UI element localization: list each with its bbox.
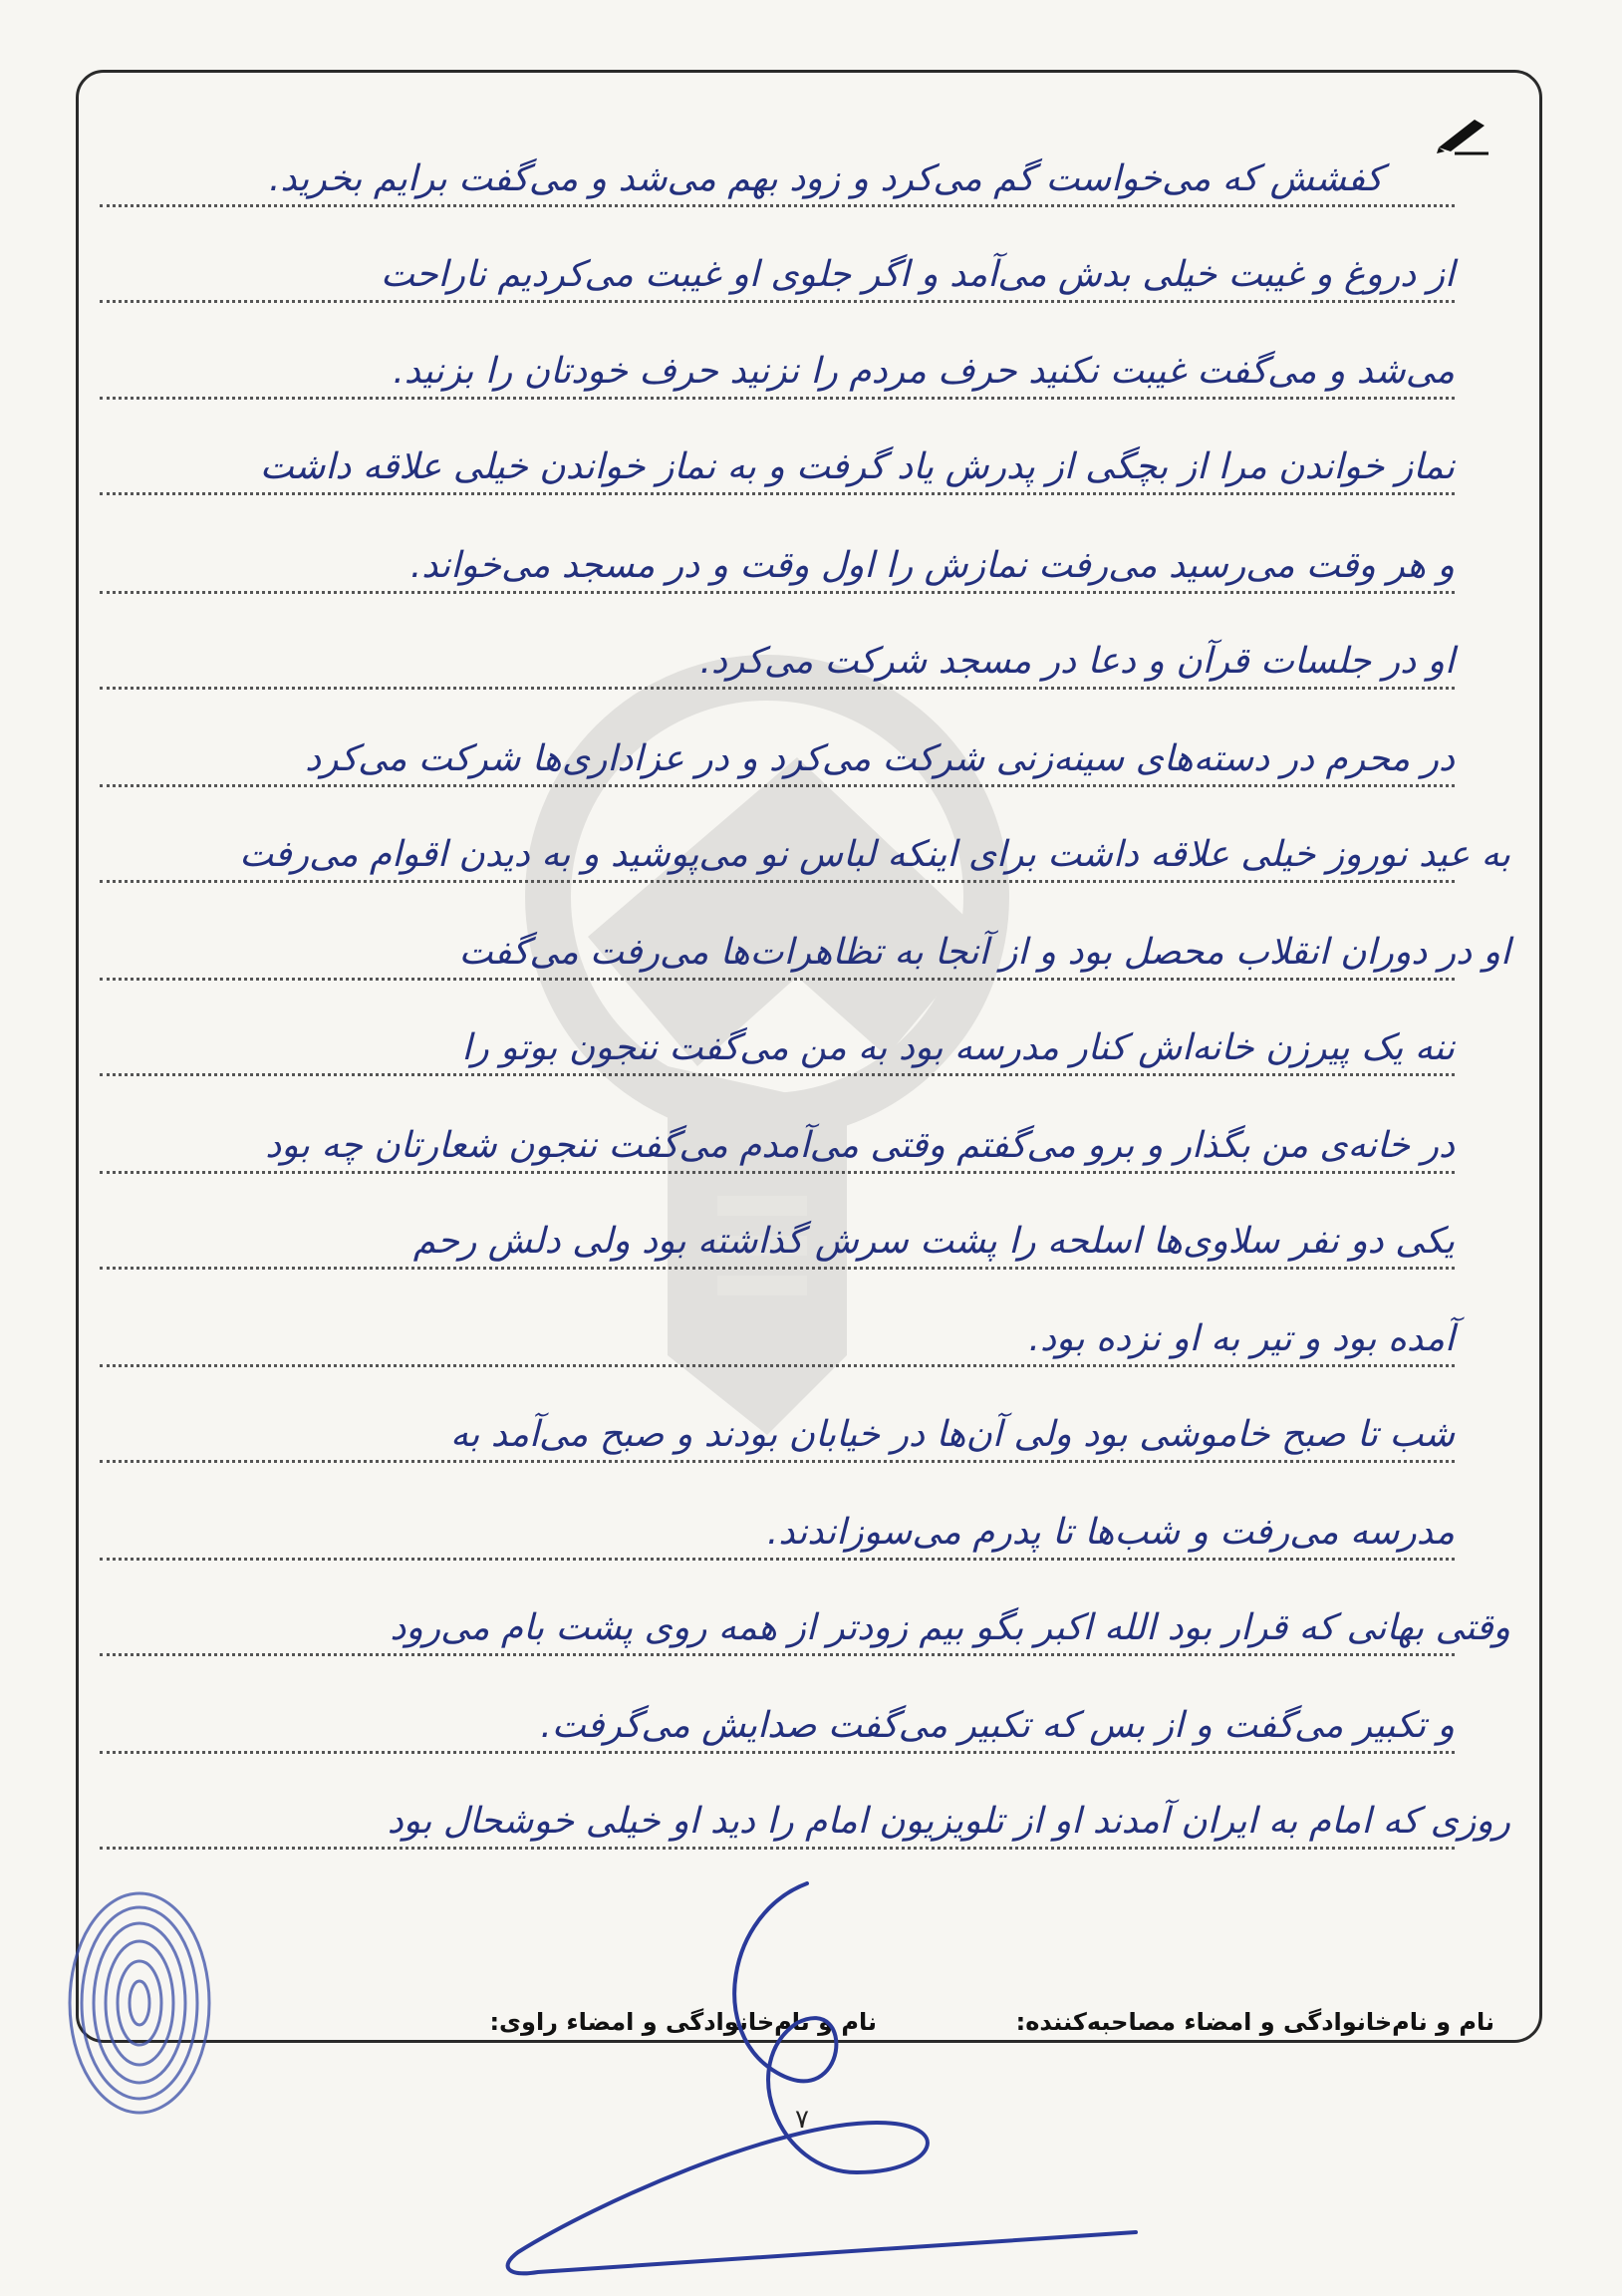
handwritten-line-text: آمده بود و تیر به او نزده بود. <box>1028 1318 1455 1359</box>
text-line <box>100 1367 1455 1467</box>
text-line <box>100 787 1510 887</box>
text-line <box>100 885 1510 985</box>
text-line <box>100 304 1455 404</box>
dotted-rule <box>100 687 1455 690</box>
handwritten-line-text: ننه یک پیرزن خانه‌اش کنار مدرسه بود به من می‌گفت ننجون بوتو را <box>461 1027 1455 1068</box>
handwritten-line-text: در خانه‌ی من بگذار و برو می‌گفتم وقتی می‌آمدم می‌گفت ننجون شعارتان چه بود <box>265 1125 1455 1166</box>
interviewer-signature-label: نام و نام‌خانوادگی و امضاء مصاحبه‌کننده: <box>1015 2008 1494 2036</box>
text-line <box>100 1561 1510 1660</box>
dotted-rule <box>100 1267 1455 1270</box>
text-line <box>100 1754 1510 1854</box>
dotted-rule <box>100 492 1455 495</box>
handwritten-line-text: به عید نوروز خیلی علاقه داشت برای اینکه لباس نو می‌پوشید و به دیدن اقوام می‌رفت <box>239 834 1510 875</box>
text-line <box>100 1272 1455 1371</box>
handwritten-line-text: نماز خواندن مرا از بچگی از پدرش یاد گرفت و به نماز خواندن خیلی علاقه داشت <box>259 446 1455 487</box>
dotted-rule <box>100 1073 1455 1076</box>
text-line <box>100 1465 1455 1565</box>
page-number: ۷ <box>795 2105 809 2135</box>
handwritten-line-text: در محرم در دسته‌های سینه‌زنی شرکت می‌کرد و در عزاداری‌ها شرکت می‌کرد <box>305 738 1455 779</box>
handwritten-line-text: او در جلسات قرآن و دعا در مسجد شرکت می‌کرد. <box>699 641 1455 682</box>
text-line <box>100 207 1455 307</box>
text-line <box>100 400 1455 499</box>
handwritten-line-text: مدرسه می‌رفت و شب‌ها تا پدرم می‌سوزاندند. <box>766 1512 1455 1553</box>
dotted-rule <box>100 300 1455 303</box>
handwritten-line-text: و تکبیر می‌گفت و از بس که تکبیر می‌گفت صدایش می‌گرفت. <box>540 1705 1455 1746</box>
handwritten-line-text: از دروغ و غیبت خیلی بدش می‌آمد و اگر جلوی او غیبت می‌کردیم ناراحت <box>381 254 1455 295</box>
signature-scribble <box>478 1873 1176 2292</box>
handwritten-line-text: او در دوران انقلاب محصل بود و از آنجا به تظاهرات‌ها می‌رفت می‌گفت <box>458 932 1510 973</box>
handwritten-line-text: و هر وقت می‌رسید می‌رفت نمازش را اول وقت و در مسجد می‌خواند. <box>409 545 1455 586</box>
dotted-rule <box>100 1460 1455 1463</box>
dotted-rule <box>100 1653 1455 1656</box>
text-line <box>100 981 1455 1080</box>
text-line <box>100 498 1455 598</box>
text-line <box>100 112 1455 211</box>
handwritten-line-text: شب تا صبح خاموشی بود ولی آن‌ها در خیابان بودند و صبح می‌آمد به <box>450 1414 1455 1455</box>
dotted-rule <box>100 1847 1455 1850</box>
handwritten-line-text: وقتی بهانی که قرار بود الله اکبر بگو بیم زودتر از همه روی پشت بام می‌رود <box>390 1607 1510 1648</box>
text-line <box>100 1174 1455 1274</box>
text-line <box>100 594 1455 694</box>
narrator-signature-label: نام و نام‌خانوادگی و امضاء راوی: <box>489 2008 877 2036</box>
handwritten-line-text: یکی دو نفر سلاوی‌ها اسلحه را پشت سرش گذاشته بود ولی دلش رحم <box>412 1221 1455 1262</box>
text-line <box>100 692 1455 791</box>
text-line <box>100 1078 1455 1178</box>
fingerprint-stamp <box>40 1873 239 2172</box>
dotted-rule <box>100 880 1455 883</box>
handwritten-line-text: می‌شد و می‌گفت غیبت نکنید حرف مردم را نزنید حرف خودتان را بزنید. <box>393 351 1455 392</box>
handwritten-line-text: کفشش که می‌خواست گم می‌کرد و زود بهم می‌شد و می‌گفت برایم بخرید. <box>268 158 1383 199</box>
handwritten-line-text: روزی که امام به ایران آمدند او از تلویزیون امام را دید او خیلی خوشحال بود <box>387 1801 1510 1842</box>
text-line <box>100 1658 1455 1758</box>
